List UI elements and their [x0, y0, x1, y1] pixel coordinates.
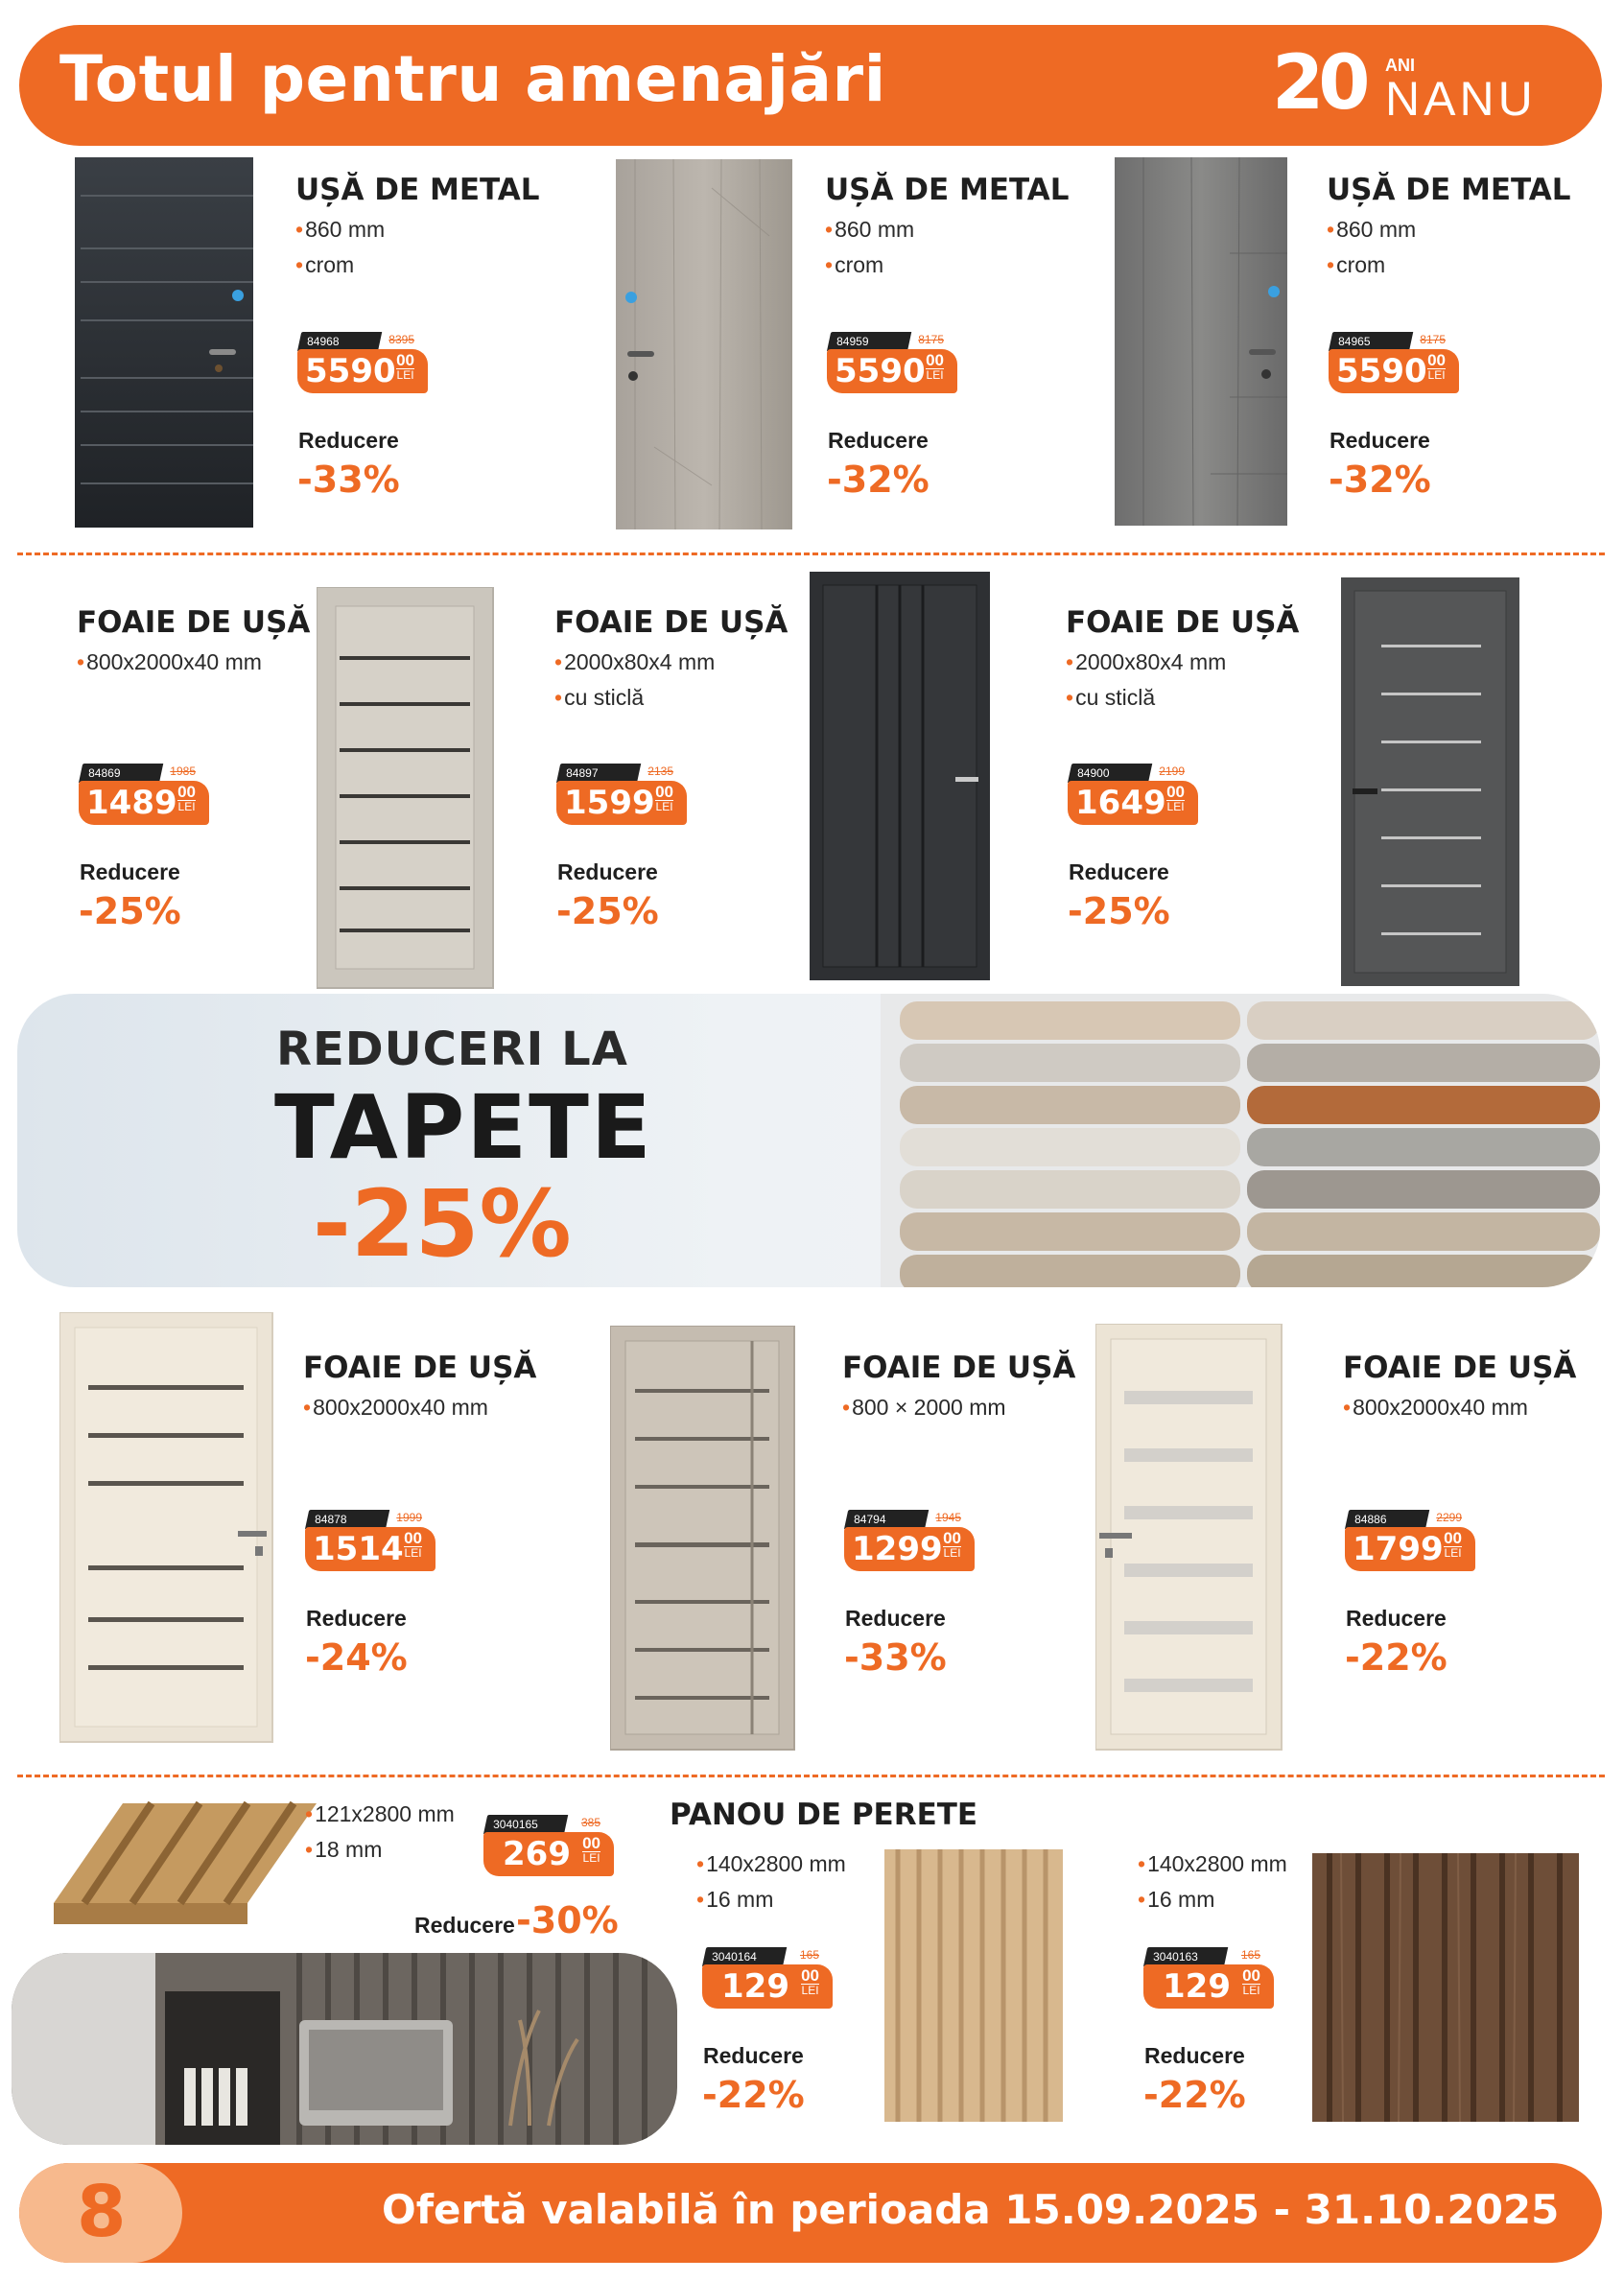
price-cents: 00: [801, 1966, 819, 1985]
product-code: 84959: [836, 335, 869, 348]
discount-label: Reducere: [1330, 428, 1430, 453]
wallpaper-promo-banner: [17, 994, 1600, 1287]
price-cents: 00: [1242, 1966, 1260, 1985]
price-tag: [1329, 332, 1459, 393]
product-spec: • 140x2800 mm: [1138, 1851, 1287, 1877]
banner-line-1: REDUCERI LA: [276, 1023, 628, 1076]
product-code: 84897: [566, 766, 599, 780]
product-code: 84968: [307, 335, 340, 348]
price-tag: [483, 1815, 614, 1876]
price-tag: [297, 332, 428, 393]
metal-door-1-info: [295, 173, 540, 278]
footer-bar: [19, 2163, 1602, 2263]
currency: LEI: [396, 368, 414, 382]
price: 5590: [1336, 352, 1427, 390]
discount-label: Reducere: [306, 1606, 407, 1631]
currency: LEI: [1166, 800, 1185, 813]
product-spec: • 800 × 2000 mm: [842, 1395, 1075, 1421]
discount-value: -30%: [516, 1899, 619, 1941]
price: 129: [1163, 1967, 1231, 2006]
discount-value: -22%: [1143, 2074, 1246, 2116]
old-price: 8175: [1420, 333, 1446, 346]
section-divider: [17, 1775, 1605, 1777]
wall-panel-2-info: [696, 1851, 846, 1913]
discount-value: -33%: [844, 1636, 947, 1679]
wall-panel-light-oak-image: [884, 1849, 1063, 2122]
offer-validity-text: Ofertă valabilă în perioada 15.09.2025 - 31.10.2025: [382, 2186, 1560, 2233]
old-price: 1945: [935, 1511, 961, 1524]
product-code: 3040164: [712, 1950, 757, 1964]
door-sheet-cream-frosted-image: [1095, 1324, 1283, 1752]
door-sheet-2-info: [554, 605, 788, 711]
page-title: Totul pentru amenajări: [59, 42, 886, 116]
currency: LEI: [1444, 1546, 1462, 1560]
banner-discount: -25%: [313, 1170, 572, 1278]
door-sheet-white-oak-image: [59, 1312, 274, 1744]
price-tag: [1068, 764, 1198, 825]
old-price: 165: [799, 1948, 819, 1962]
logo-anniversary-number: 20: [1272, 40, 1365, 127]
price: 5590: [835, 352, 926, 390]
old-price: 165: [1240, 1948, 1260, 1962]
currency: LEI: [943, 1546, 961, 1560]
discount-value: -33%: [297, 459, 400, 501]
product-title: UȘĂ DE METAL: [825, 173, 1070, 207]
currency: LEI: [177, 800, 196, 813]
discount-value: -32%: [827, 459, 930, 501]
price: 5590: [305, 352, 396, 390]
price-cents: 00: [177, 783, 196, 801]
price-tag: [1143, 1947, 1274, 2009]
currency: LEI: [582, 1851, 600, 1865]
discount-value: -22%: [1345, 1636, 1447, 1679]
logo-ani-text: ANI: [1385, 56, 1415, 75]
product-title: FOAIE DE UȘĂ: [842, 1351, 1076, 1385]
product-spec: • crom: [295, 252, 540, 278]
product-title: FOAIE DE UȘĂ: [1343, 1351, 1577, 1385]
price-tag: [827, 332, 957, 393]
wall-panel-oak-slat-image: [46, 1798, 324, 1932]
product-spec: • 121x2800 mm: [305, 1801, 455, 1827]
price-tag: [844, 1510, 975, 1571]
product-spec: • cu sticlă: [554, 685, 788, 711]
price: 269: [503, 1835, 571, 1873]
product-spec: • 860 mm: [1327, 217, 1571, 243]
discount-label: Reducere: [828, 428, 929, 453]
metal-door-3-info: [1327, 173, 1571, 278]
section-divider: [17, 553, 1605, 555]
old-price: 1999: [396, 1511, 422, 1524]
product-title: FOAIE DE UȘĂ: [554, 605, 788, 640]
old-price: 385: [580, 1816, 600, 1829]
product-code: 84878: [315, 1513, 347, 1526]
discount-value: -25%: [556, 890, 659, 932]
door-sheet-6-info: [1343, 1351, 1576, 1421]
price-tag: [702, 1947, 833, 2009]
product-spec: • 2000x80x4 mm: [554, 649, 788, 675]
price-cents: 00: [926, 351, 944, 369]
price: 129: [721, 1967, 789, 2006]
metal-door-2-info: [825, 173, 1070, 278]
price-tag: [79, 764, 209, 825]
logo-brand-text: NANU: [1385, 72, 1537, 126]
product-spec: • 16 mm: [696, 1887, 846, 1913]
price-cents: 00: [943, 1529, 961, 1547]
price-cents: 00: [1444, 1529, 1462, 1547]
metal-door-dark-image: [75, 157, 257, 528]
discount-label: Reducere: [1069, 859, 1169, 884]
door-sheet-4-info: [303, 1351, 536, 1421]
door-sheet-graphite-image: [1341, 577, 1521, 988]
product-title: UȘĂ DE METAL: [295, 173, 540, 207]
price: 1514: [313, 1530, 404, 1568]
discount-value: -25%: [1068, 890, 1170, 932]
product-code: 3040165: [493, 1818, 538, 1831]
price-cents: 00: [582, 1834, 600, 1852]
discount-label: Reducere: [845, 1606, 946, 1631]
wall-panel-3-info: [1138, 1851, 1287, 1913]
discount-label: Reducere: [414, 1913, 515, 1938]
product-spec: • crom: [1327, 252, 1571, 278]
wall-panel-interior-photo: [12, 1953, 677, 2145]
price-cents: 00: [396, 351, 414, 369]
door-sheet-3-info: [1066, 605, 1299, 711]
discount-value: -32%: [1329, 459, 1431, 501]
product-code: 84886: [1354, 1513, 1387, 1526]
door-sheet-black-image: [810, 572, 992, 982]
header-bar: [19, 25, 1602, 146]
discount-label: Reducere: [1346, 1606, 1447, 1631]
discount-value: -25%: [79, 890, 181, 932]
currency: LEI: [801, 1984, 819, 1997]
product-spec: • 140x2800 mm: [696, 1851, 846, 1877]
wall-panel-section-title: PANOU DE PERETE: [670, 1798, 978, 1832]
price-tag: [1345, 1510, 1475, 1571]
door-sheet-concrete-image: [317, 587, 495, 990]
product-spec: • 860 mm: [825, 217, 1070, 243]
product-spec: • crom: [825, 252, 1070, 278]
price: 1489: [86, 784, 177, 822]
product-spec: • 800x2000x40 mm: [77, 649, 310, 675]
product-title: FOAIE DE UȘĂ: [303, 1351, 537, 1385]
wall-panel-walnut-image: [1312, 1853, 1579, 2122]
discount-label: Reducere: [80, 859, 180, 884]
product-spec: • 18 mm: [305, 1837, 455, 1863]
currency: LEI: [655, 800, 673, 813]
price-cents: 00: [1166, 783, 1185, 801]
metal-door-grey-image: [1115, 157, 1289, 526]
discount-label: Reducere: [1144, 2043, 1245, 2068]
discount-value: -22%: [702, 2074, 805, 2116]
door-sheet-ash-grey-image: [610, 1326, 796, 1752]
old-price: 2199: [1159, 764, 1185, 778]
product-spec: • 2000x80x4 mm: [1066, 649, 1299, 675]
wallpaper-rolls-image: [881, 994, 1600, 1287]
banner-line-2: TAPETE: [274, 1076, 653, 1179]
currency: LEI: [1427, 368, 1446, 382]
price-cents: 00: [655, 783, 673, 801]
old-price: 2135: [647, 764, 673, 778]
product-spec: • cu sticlă: [1066, 685, 1299, 711]
currency: LEI: [926, 368, 944, 382]
old-price: 8395: [388, 333, 414, 346]
old-price: 1985: [170, 764, 196, 778]
old-price: 8175: [918, 333, 944, 346]
currency: LEI: [1242, 1984, 1260, 1997]
product-spec: • 16 mm: [1138, 1887, 1287, 1913]
nanu-logo: [1272, 40, 1560, 127]
discount-label: Reducere: [703, 2043, 804, 2068]
discount-label: Reducere: [557, 859, 658, 884]
discount-label: Reducere: [298, 428, 399, 453]
metal-door-light-grey-image: [616, 159, 794, 529]
page-number: 8: [77, 2171, 127, 2253]
old-price: 2299: [1436, 1511, 1462, 1524]
product-spec: • 860 mm: [295, 217, 540, 243]
product-code: 84794: [854, 1513, 886, 1526]
door-sheet-1-info: [77, 605, 310, 675]
product-title: UȘĂ DE METAL: [1327, 173, 1571, 207]
product-code: 84900: [1077, 766, 1110, 780]
price: 1799: [1353, 1530, 1444, 1568]
product-title: FOAIE DE UȘĂ: [1066, 605, 1300, 640]
price-cents: 00: [1427, 351, 1446, 369]
discount-value: -24%: [305, 1636, 408, 1679]
price: 1599: [564, 784, 655, 822]
price-cents: 00: [404, 1529, 422, 1547]
product-code: 84965: [1338, 335, 1371, 348]
wall-panel-1-info: [305, 1801, 455, 1863]
door-sheet-5-info: [842, 1351, 1075, 1421]
product-title: FOAIE DE UȘĂ: [77, 605, 311, 640]
price-tag: [305, 1510, 435, 1571]
product-code: 3040163: [1153, 1950, 1198, 1964]
price: 1299: [852, 1530, 943, 1568]
product-code: 84869: [88, 766, 121, 780]
product-spec: • 800x2000x40 mm: [303, 1395, 536, 1421]
price-tag: [556, 764, 687, 825]
currency: LEI: [404, 1546, 422, 1560]
product-spec: • 800x2000x40 mm: [1343, 1395, 1576, 1421]
price: 1649: [1075, 784, 1166, 822]
